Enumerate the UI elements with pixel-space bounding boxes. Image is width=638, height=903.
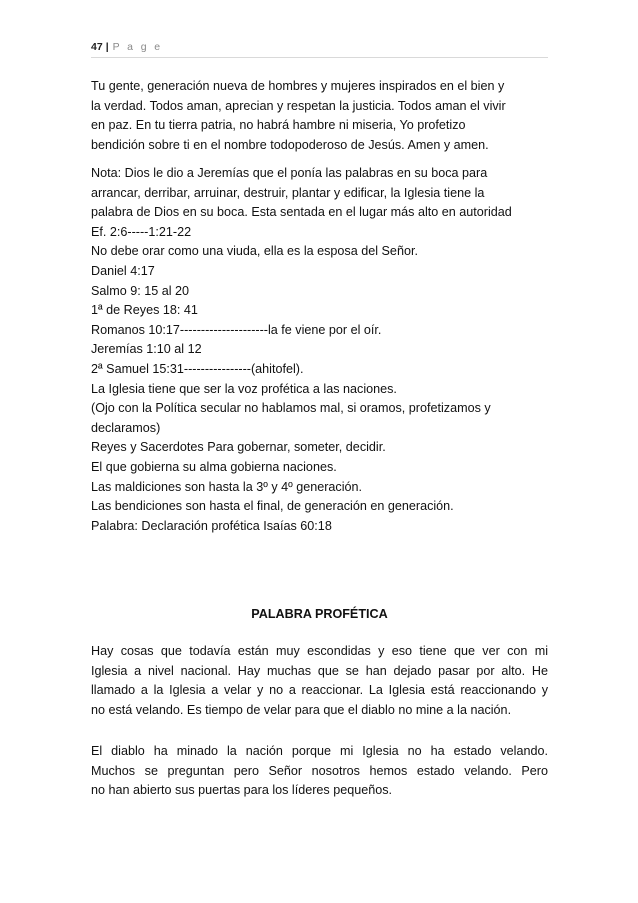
text-line: El que gobierna su alma gobierna naciones. <box>91 459 337 474</box>
text-line: declaramos) <box>91 420 161 435</box>
text-line: Palabra: Declaración profética Isaías 60:18 <box>91 518 332 533</box>
page-number: 47 <box>91 41 103 53</box>
text-line: llamado a la Iglesia a velar y no a reaccionar. La Iglesia está reaccionando y <box>91 683 548 698</box>
text-line: Las bendiciones son hasta el final, de generación en generación. <box>91 499 454 514</box>
text-line: Iglesia a nivel nacional. Hay muchas que se han dejado pasar por alto. He <box>91 663 548 678</box>
text-line: en paz. En tu tierra patria, no habrá hambre ni miseria, Yo profetizo <box>91 118 466 133</box>
text-line: Salmo 9: 15 al 20 <box>91 283 190 298</box>
text-line: Nota: Dios le dio a Jeremías que el ponía las palabras en su boca para <box>91 166 488 180</box>
text-line: Ef. 2:6-----1:21-22 <box>91 224 192 239</box>
text-line: La Iglesia tiene que ser la voz profética a las naciones. <box>91 381 397 396</box>
text-line: bendición sobre ti en el nombre todopoderoso de Jesús. Amen y amen. <box>91 137 489 152</box>
text-line: no han abierto sus puertas para los líderes pequeños. <box>91 783 393 798</box>
text-line: palabra de Dios en su boca. Esta sentada en el lugar más alto en autoridad <box>91 205 512 220</box>
text-line: 2ª Samuel 15:31----------------(ahitofel). <box>91 361 304 376</box>
page-header <box>91 40 548 58</box>
section-title: PALABRA PROFÉTICA <box>251 607 388 621</box>
text-line: El diablo ha minado la nación porque mi Iglesia no ha estado velando. <box>91 744 548 758</box>
paragraph-prophecy-2 <box>91 742 548 801</box>
text-line: No debe orar como una viuda, ella es la esposa del Señor. <box>91 244 418 259</box>
text-line: no está velando. Es tiempo de velar para que el diablo no mine a la nación. <box>91 702 512 717</box>
text-line: la verdad. Todos aman, aprecian y respetan la justicia. Todos aman el vivir <box>91 98 506 113</box>
text-line: Reyes y Sacerdotes Para gobernar, someter, decidir. <box>91 440 386 455</box>
text-line: arrancar, derribar, arruinar, destruir, plantar y edificar, la Iglesia tiene la <box>91 185 485 200</box>
text-line: Muchos se preguntan pero Señor nosotros hemos estado velando. Pero <box>91 763 548 778</box>
header-separator: | <box>105 41 109 53</box>
paragraph-prophecy-1 <box>91 642 548 720</box>
paragraph-blessing <box>91 77 548 155</box>
paragraph-note <box>91 164 548 536</box>
text-line: 1ª de Reyes 18: 41 <box>91 303 198 318</box>
page-label: P a g e <box>112 41 163 53</box>
text-line: Hay cosas que todavía están muy escondidas y eso tiene que ver con mi <box>91 644 548 658</box>
text-line: Romanos 10:17---------------------la fe viene por el oír. <box>91 322 382 337</box>
text-line: (Ojo con la Política secular no hablamos mal, si oramos, profetizamos y <box>91 401 491 416</box>
text-line: Tu gente, generación nueva de hombres y mujeres inspirados en el bien y <box>91 79 505 93</box>
text-line: Las maldiciones son hasta la 3º y 4º generación. <box>91 479 363 494</box>
text-line: Jeremías 1:10 al 12 <box>91 342 202 357</box>
text-line: Daniel 4:17 <box>91 263 155 278</box>
